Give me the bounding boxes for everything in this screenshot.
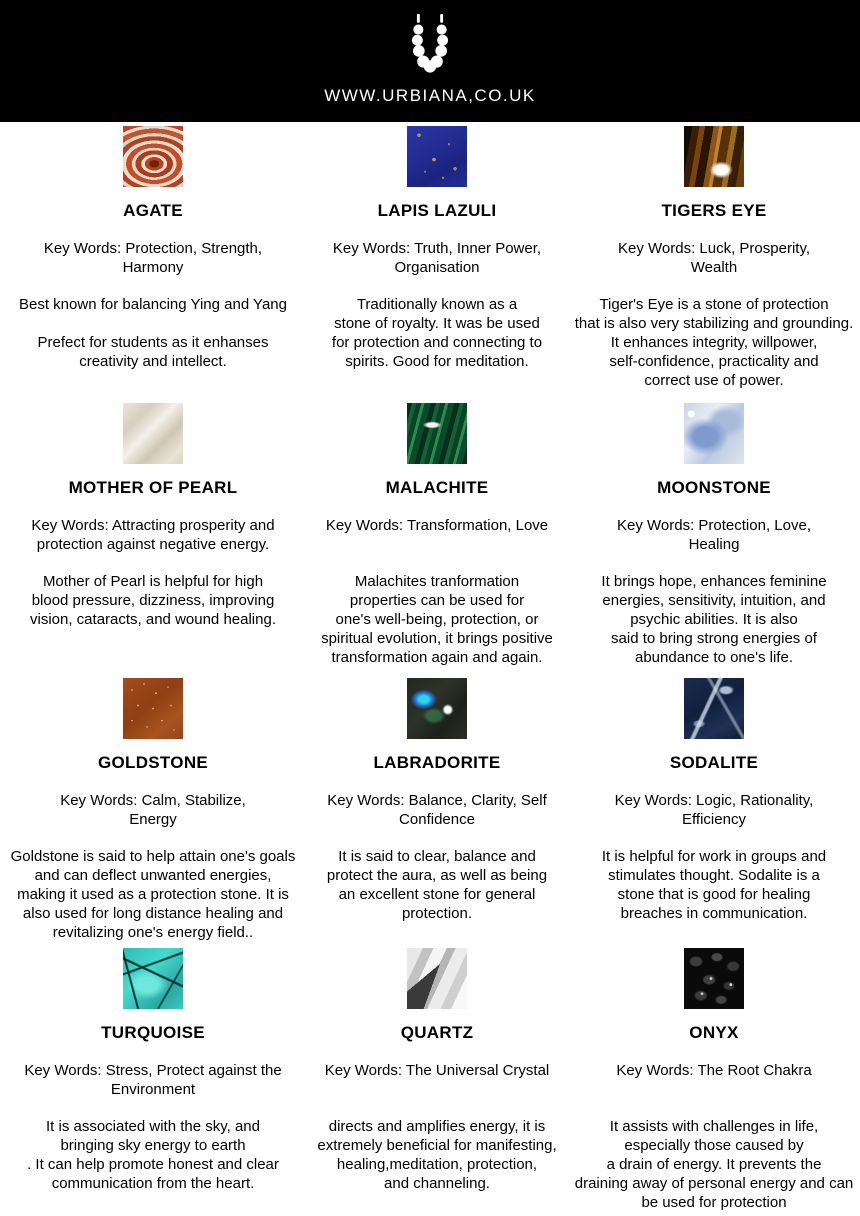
stone-description: Traditionally known as a stone of royalty. It was be used for protection and connecting to spirits. Good for meditation. xyxy=(331,296,543,370)
stone-title: LAPIS LAZULI xyxy=(377,201,497,220)
stone-card-quartz xyxy=(306,944,568,1212)
site-url-text: WWW.URBIANA,CO.UK xyxy=(324,86,536,105)
stone-keywords: Key Words: Luck, Prosperity, Wealth xyxy=(617,240,810,276)
stone-title: TIGERS EYE xyxy=(661,201,767,220)
stone-card-labradorite xyxy=(306,674,568,944)
stone-keywords: Key Words: Protection, Love, Healing xyxy=(617,517,811,553)
stone-title: MOONSTONE xyxy=(657,478,771,497)
stone-card-lapis-lazuli xyxy=(306,122,568,399)
turquoise-stone-image xyxy=(123,948,183,1009)
stone-description: Malachites tranformation properties can be used for one's well-being, protection, or spiritual evolution, it brings positive transformation again and again. xyxy=(321,573,553,666)
mother-of-pearl-stone-image xyxy=(123,403,183,464)
site-header xyxy=(0,0,860,122)
stone-description: It assists with challenges in life, especially those caused by a drain of energy. It prevents the draining away of personal energy and can be used for protection xyxy=(574,1118,854,1211)
stone-grid xyxy=(0,122,860,1212)
stone-card-agate xyxy=(0,122,306,399)
goldstone-stone-image xyxy=(123,678,183,739)
tigers-eye-stone-image xyxy=(684,126,744,187)
stone-card-turquoise xyxy=(0,944,306,1212)
stone-title: AGATE xyxy=(123,201,183,220)
stone-title: GOLDSTONE xyxy=(97,753,209,772)
stone-card-sodalite xyxy=(568,674,860,944)
stone-keywords: Key Words: The Root Chakra xyxy=(616,1062,812,1079)
stone-title: SODALITE xyxy=(669,753,759,772)
stone-keywords: Key Words: Truth, Inner Power, Organisation xyxy=(332,240,542,276)
stone-keywords: Key Words: Attracting prosperity and protection against negative energy. xyxy=(31,517,275,553)
stone-title: QUARTZ xyxy=(400,1023,474,1042)
stone-title: MOTHER OF PEARL xyxy=(68,478,238,497)
stone-description: It is associated with the sky, and bringing sky energy to earth . It can help promote honest and clear communication from the heart. xyxy=(27,1118,279,1192)
stone-keywords: Key Words: The Universal Crystal xyxy=(324,1062,550,1079)
stone-keywords: Key Words: Calm, Stabilize, Energy xyxy=(60,792,246,828)
stone-description: It brings hope, enhances feminine energies, sensitivity, intuition, and psychic abilities. It is also said to bring strong energies of abundance to one's life. xyxy=(601,573,827,666)
stone-keywords: Key Words: Protection, Strength, Harmony xyxy=(43,240,263,276)
onyx-stone-image xyxy=(684,948,744,1009)
stone-description: Tiger's Eye is a stone of protection that is also very stabilizing and grounding. It enhances integrity, willpower, self-confidence, practicality and correct use of power. xyxy=(574,296,854,389)
bead-necklace-logo-icon xyxy=(405,14,455,80)
quartz-stone-image xyxy=(407,948,467,1009)
sodalite-stone-image xyxy=(684,678,744,739)
stone-title: ONYX xyxy=(689,1023,739,1042)
stone-title: TURQUOISE xyxy=(101,1023,205,1042)
stone-description: directs and amplifies energy, it is extremely beneficial for manifesting, healing,meditation, protection, and channeling. xyxy=(317,1118,557,1192)
stone-keywords: Key Words: Transformation, Love xyxy=(325,517,549,534)
stone-description: Best known for balancing Ying and Yang Prefect for students as it enhanses creativity and intellect. xyxy=(19,296,287,370)
stone-description: Mother of Pearl is helpful for high blood pressure, dizziness, improving vision, cataracts, and wound healing. xyxy=(30,573,276,628)
stone-keywords: Key Words: Balance, Clarity, Self Confidence xyxy=(327,792,547,828)
stone-keywords: Key Words: Stress, Protect against the Environment xyxy=(24,1062,282,1098)
stone-title: LABRADORITE xyxy=(373,753,501,772)
labradorite-stone-image xyxy=(407,678,467,739)
stone-card-malachite xyxy=(306,399,568,674)
stone-card-mother-of-pearl xyxy=(0,399,306,674)
stone-description: Goldstone is said to help attain one's goals and can deflect unwanted energies, making it used as a protection stone. It is also used for long distance healing and revitalizing one's energy field.. xyxy=(10,848,296,941)
stone-description: It is said to clear, balance and protect the aura, as well as being an excellent stone for general protection. xyxy=(326,848,548,922)
moonstone-stone-image xyxy=(684,403,744,464)
stone-card-tigers-eye xyxy=(568,122,860,399)
stone-description: It is helpful for work in groups and stimulates thought. Sodalite is a stone that is good for healing breaches in communication. xyxy=(601,848,827,922)
lapis-lazuli-stone-image xyxy=(407,126,467,187)
stone-card-goldstone xyxy=(0,674,306,944)
stone-card-onyx xyxy=(568,944,860,1212)
malachite-stone-image xyxy=(407,403,467,464)
stone-keywords: Key Words: Logic, Rationality, Efficiency xyxy=(614,792,814,828)
stone-card-moonstone xyxy=(568,399,860,674)
stone-title: MALACHITE xyxy=(385,478,489,497)
agate-stone-image xyxy=(123,126,183,187)
